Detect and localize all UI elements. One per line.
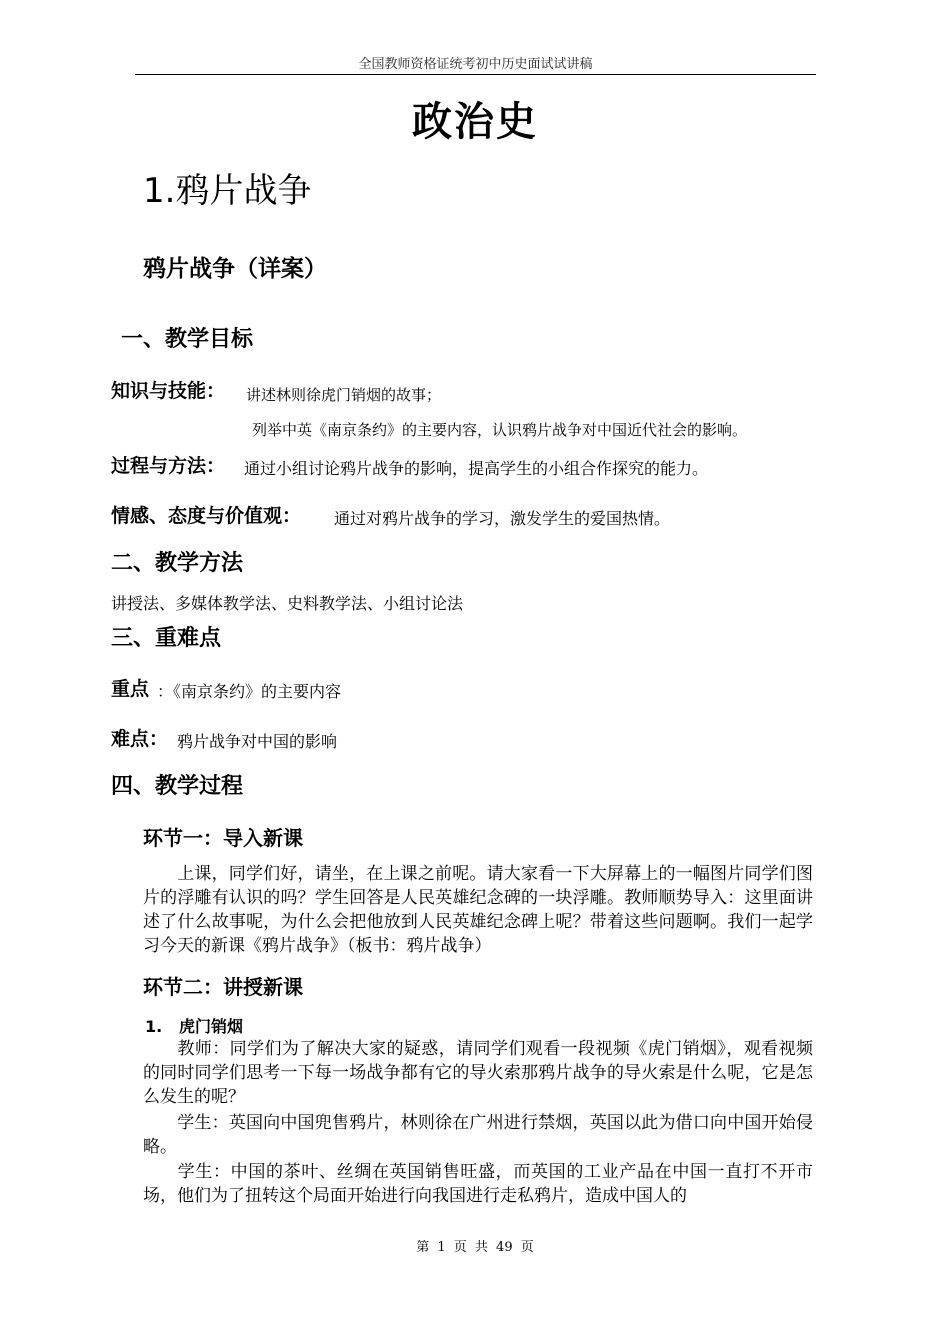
teacher-paragraph [143,1037,813,1109]
item1-heading [145,1014,243,1037]
key-point-label: 重点 [111,678,150,700]
step1-paragraph [143,862,813,958]
section-heading-key-points: 三、重难点 [111,626,222,651]
page-header: 全国教师资格证统考初中历史面试试讲稿 [135,57,816,75]
student-paragraph-1 [143,1111,813,1159]
student-paragraph-1-text: 学生：英国向中国兜售鸦片，林则徐在广州进行禁烟，英国以此为借口向中国开始侵略。 [143,1113,813,1157]
item1-number: 1. [145,1017,163,1036]
difficult-point-text: 鸦片战争对中国的影响 [177,732,338,751]
emotion-text: 通过对鸦片战争的学习，激发学生的爱国热情。 [334,509,671,528]
knowledge-text-2: 列举中英《南京条约》的主要内容，认识鸦片战争对中国近代社会的影响。 [252,421,748,439]
page-footer: 第 1 页 共 49 页 [416,1240,534,1255]
knowledge-label: 知识与技能： [111,380,226,402]
chapter-title: 1.鸦片战争 [143,171,312,211]
knowledge-text-1: 讲述林则徐虎门销烟的故事； [246,386,442,404]
difficult-point-label: 难点： [111,728,169,750]
methods-text: 讲授法、多媒体教学法、史料教学法、小组讨论法 [111,594,464,613]
lesson-subtitle: 鸦片战争（详案） [143,256,327,282]
student-paragraph-2-text: 学生：中国的茶叶、丝绸在英国销售旺盛，而英国的工业产品在中国一直打不开市场，他们为了扭转这个局面开始进行向我国进行走私鸦片，造成中国人的 [143,1162,813,1206]
step1-heading: 环节一：导入新课 [143,826,303,850]
step2-heading: 环节二：讲授新课 [143,975,303,999]
student-paragraph-2 [143,1160,813,1208]
section-heading-objectives: 一、教学目标 [121,327,254,352]
section-heading-methods: 二、教学方法 [111,551,244,576]
emotion-label: 情感、态度与价值观： [111,505,302,527]
document-title: 政治史 [412,99,538,145]
item1-title: 虎门销烟 [179,1017,244,1036]
step1-paragraph-text: 上课，同学们好，请坐，在上课之前呢。请大家看一下大屏幕上的一幅图片同学们图片的浮雕有认识的吗？学生回答是人民英雄纪念碑的一块浮雕。教师顺势导入：这里面讲述了什么故事呢，为什么会把他放到人民英雄纪念碑上呢？带着这些问题啊。我们一起学习今天的新课《鸦片战争》（板书：鸦片战争） [143,864,813,956]
teacher-paragraph-text: 教师：同学们为了解决大家的疑惑，请同学们观看一段视频《虎门销烟》，观看视频的同时同学们思考一下每一场战争都有它的导火索那鸦片战争的导火索是什么呢，它是怎么发生的呢？ [143,1039,813,1107]
process-label: 过程与方法： [111,455,226,477]
key-point-text: ：《南京条约》的主要内容 [157,682,342,701]
section-heading-process: 四、教学过程 [111,774,244,799]
process-text: 通过小组讨论鸦片战争的影响，提高学生的小组合作探究的能力。 [244,459,709,478]
